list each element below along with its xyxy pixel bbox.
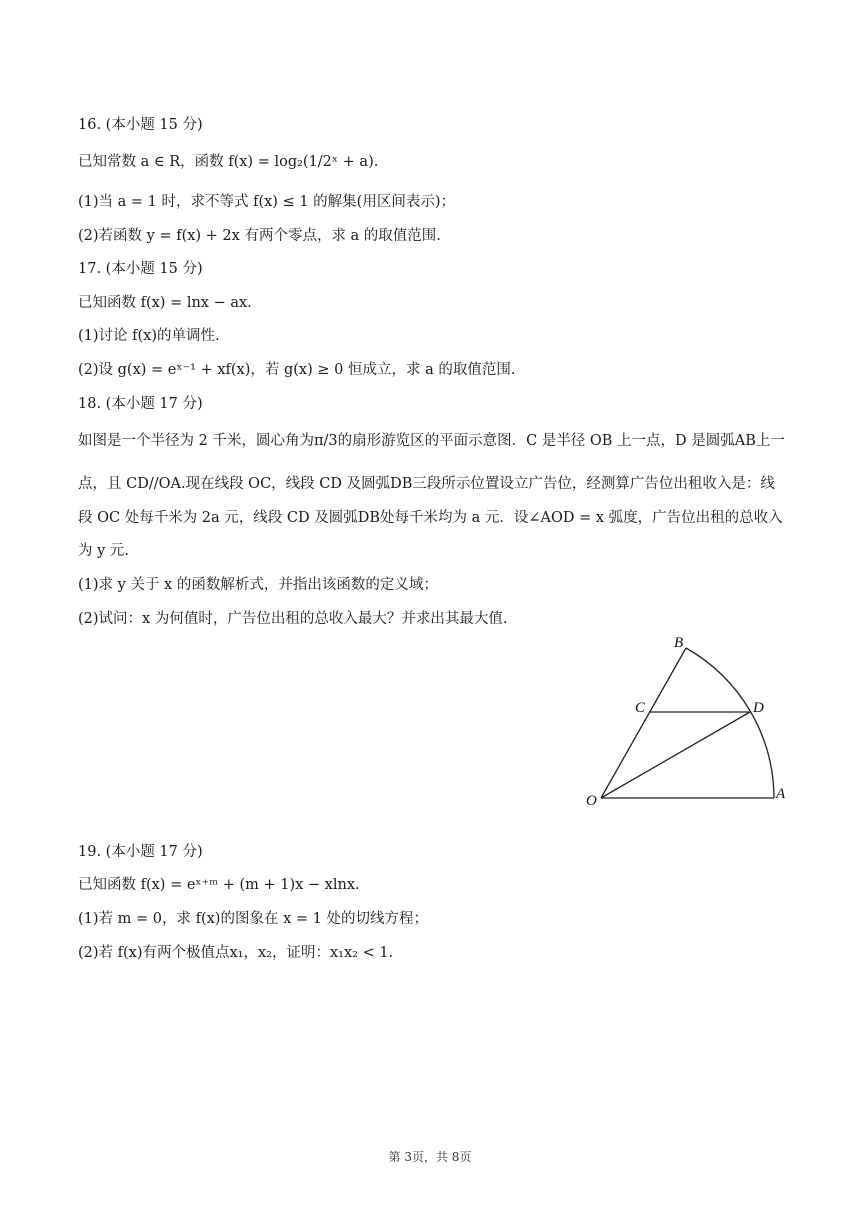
label-d: D [753,700,764,716]
q18-part1: (1)求 y 关于 x 的函数解析式，并指出该函数的定义域； [78,577,438,593]
q18-text-line3: 段 OC 处每千米为 2a 元，线段 CD 及圆弧DB处每千米均为 a 元．设∠AOD = x 弧度，广告位出租的总收入 [78,510,783,526]
segment-od [601,712,750,798]
q16-part1: (1)当 a = 1 时，求不等式 f(x) ≤ 1 的解集(用区间表示)； [78,194,455,210]
label-b: B [674,635,684,651]
q19-part1: (1)若 m = 0，求 f(x)的图象在 x = 1 处的切线方程； [78,911,428,927]
q16-stem: 已知常数 a ∈ R，函数 f(x) = log₂(1/2ˣ + a). [78,154,379,170]
label-o: O [586,793,597,809]
q16-header: 16. (本小题 15 分) [78,117,203,133]
q19-stem: 已知函数 f(x) = eˣ⁺ᵐ + (m + 1)x − xlnx. [78,877,360,893]
q19-part2: (2)若 f(x)有两个极值点x₁，x₂，证明：x₁x₂ < 1. [78,945,394,961]
q18-text-line1: 如图是一个半径为 2 千米，圆心角为π/3的扇形游览区的平面示意图．C 是半径 OB 上一点，D 是圆弧AB上一 [78,433,785,449]
q17-header: 17. (本小题 15 分) [78,261,203,277]
label-c: C [635,700,646,716]
q19-header: 19. (本小题 17 分) [78,844,203,860]
label-a: A [776,786,786,802]
sector-figure [580,630,800,815]
page-footer: 第 3页，共 8页 [388,1150,472,1164]
q17-part1: (1)讨论 f(x)的单调性. [78,328,220,344]
q18-header: 18. (本小题 17 分) [78,396,203,412]
q18-text-line4: 为 y 元. [78,543,130,559]
q18-text-line2: 点，且 CD//OA.现在线段 OC，线段 CD 及圆弧DB三段所示位置设立广告位，经测算广告位出租收入是：线 [78,476,775,492]
segment-ob [601,648,686,798]
q16-part2: (2)若函数 y = f(x) + 2x 有两个零点，求 a 的取值范围. [78,228,441,244]
q18-part2: (2)试问：x 为何值时，广告位出租的总收入最大？并求出其最大值. [78,611,508,627]
q17-stem: 已知函数 f(x) = lnx − ax. [78,295,252,311]
q17-part2: (2)设 g(x) = eˣ⁻¹ + xf(x)，若 g(x) ≥ 0 恒成立，求 a 的取值范围. [78,362,516,378]
